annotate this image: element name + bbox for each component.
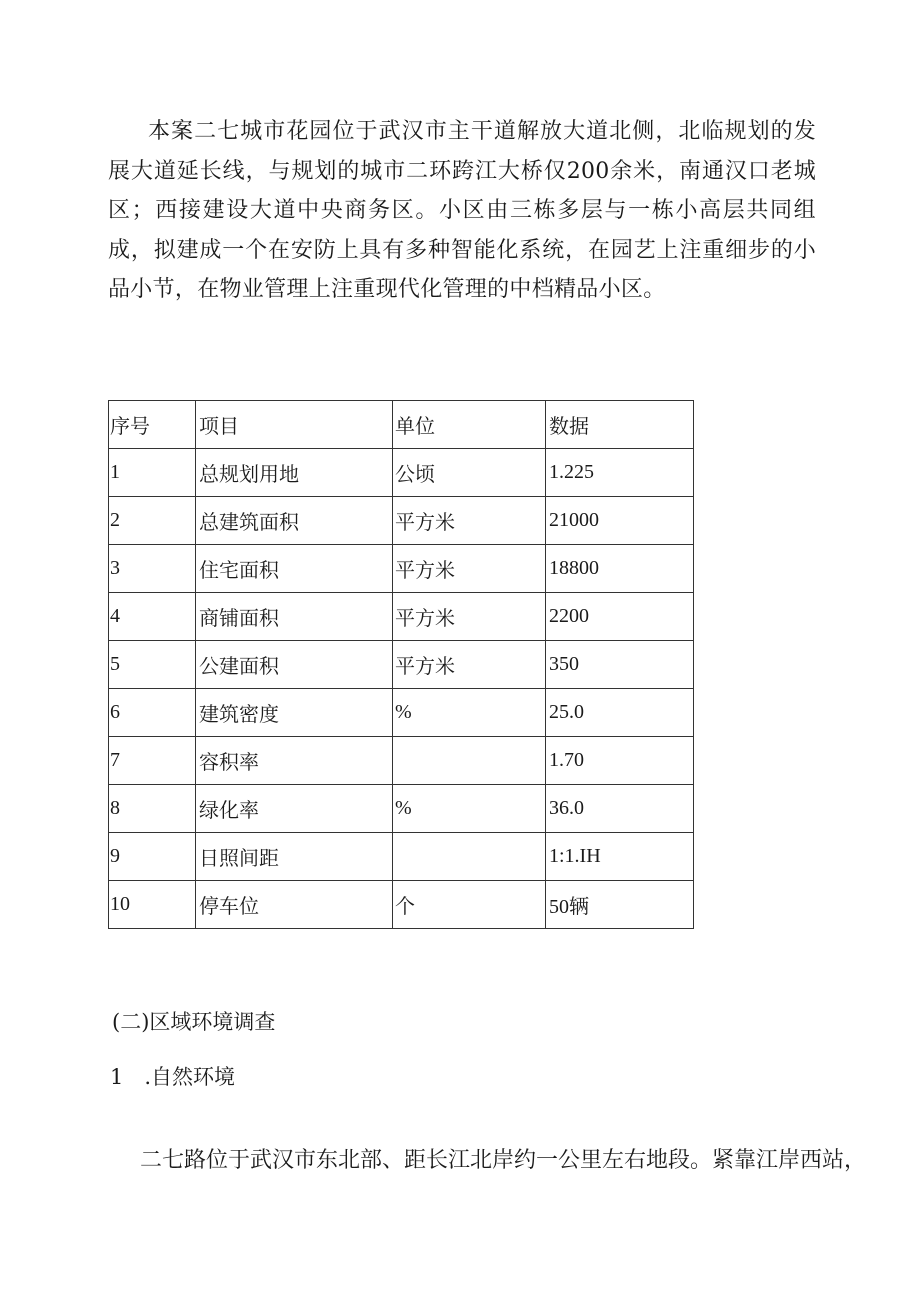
table-row [109,641,694,689]
row-value: 1.70 [546,737,694,785]
subsection-heading-natural-environment: 1 .自然环境 [110,1065,236,1089]
row-index: 6 [109,689,196,737]
row-index: 3 [109,545,196,593]
row-value: 1.225 [546,449,694,497]
row-unit [393,833,546,881]
row-item: 建筑密度 [196,689,393,737]
table-header-row [109,401,694,449]
header-cell-index: 序号 [109,401,196,449]
table-row [109,737,694,785]
row-index: 8 [109,785,196,833]
table-row [109,497,694,545]
row-value: 350 [546,641,694,689]
table-row [109,881,694,929]
row-unit: 平方米 [393,641,546,689]
row-unit: 平方米 [393,497,546,545]
row-item: 公建面积 [196,641,393,689]
header-cell-value: 数据 [546,401,694,449]
table-row [109,689,694,737]
row-unit: % [393,689,546,737]
row-index: 5 [109,641,196,689]
closing-paragraph: 二七路位于武汉市东北部、距长江北岸约一公里左右地段。紧靠江岸西站， [140,1148,867,1173]
header-cell-item: 项目 [196,401,393,449]
row-item: 容积率 [196,737,393,785]
project-stats-table [108,400,694,929]
row-item: 住宅面积 [196,545,393,593]
row-value: 18800 [546,545,694,593]
row-item: 商铺面积 [196,593,393,641]
table-row [109,449,694,497]
row-index: 1 [109,449,196,497]
section-heading-region-survey: (二)区域环境调查 [112,1010,276,1034]
row-item: 绿化率 [196,785,393,833]
table-row [109,593,694,641]
row-value: 25.0 [546,689,694,737]
row-value: 36.0 [546,785,694,833]
row-unit: 平方米 [393,545,546,593]
row-item: 总建筑面积 [196,497,393,545]
table-row [109,785,694,833]
row-item: 总规划用地 [196,449,393,497]
row-item: 日照间距 [196,833,393,881]
intro-paragraph: 本案二七城市花园位于武汉市主干道解放大道北侧，北临规划的发展大道延长线，与规划的城市二环跨江大桥仅200余米，南通汉口老城区；西接建设大道中央商务区。小区由三栋多层与一栋小高层共同组成，拟建成一个在安防上具有多种智能化系统，在园艺上注重细步的小品小节，在物业管理上注重现代化管理的中档精品小区。 [108,119,816,303]
row-index: 9 [109,833,196,881]
row-index: 7 [109,737,196,785]
row-unit: 公顷 [393,449,546,497]
row-index: 10 [109,881,196,929]
row-value: 2200 [546,593,694,641]
row-unit: % [393,785,546,833]
row-value: 50辆 [546,881,694,929]
row-item: 停车位 [196,881,393,929]
row-unit: 个 [393,881,546,929]
row-unit [393,737,546,785]
table-row [109,545,694,593]
row-unit: 平方米 [393,593,546,641]
row-index: 2 [109,497,196,545]
row-value: 21000 [546,497,694,545]
row-index: 4 [109,593,196,641]
row-value: 1:1.IH [546,833,694,881]
table-row [109,833,694,881]
header-cell-unit: 单位 [393,401,546,449]
